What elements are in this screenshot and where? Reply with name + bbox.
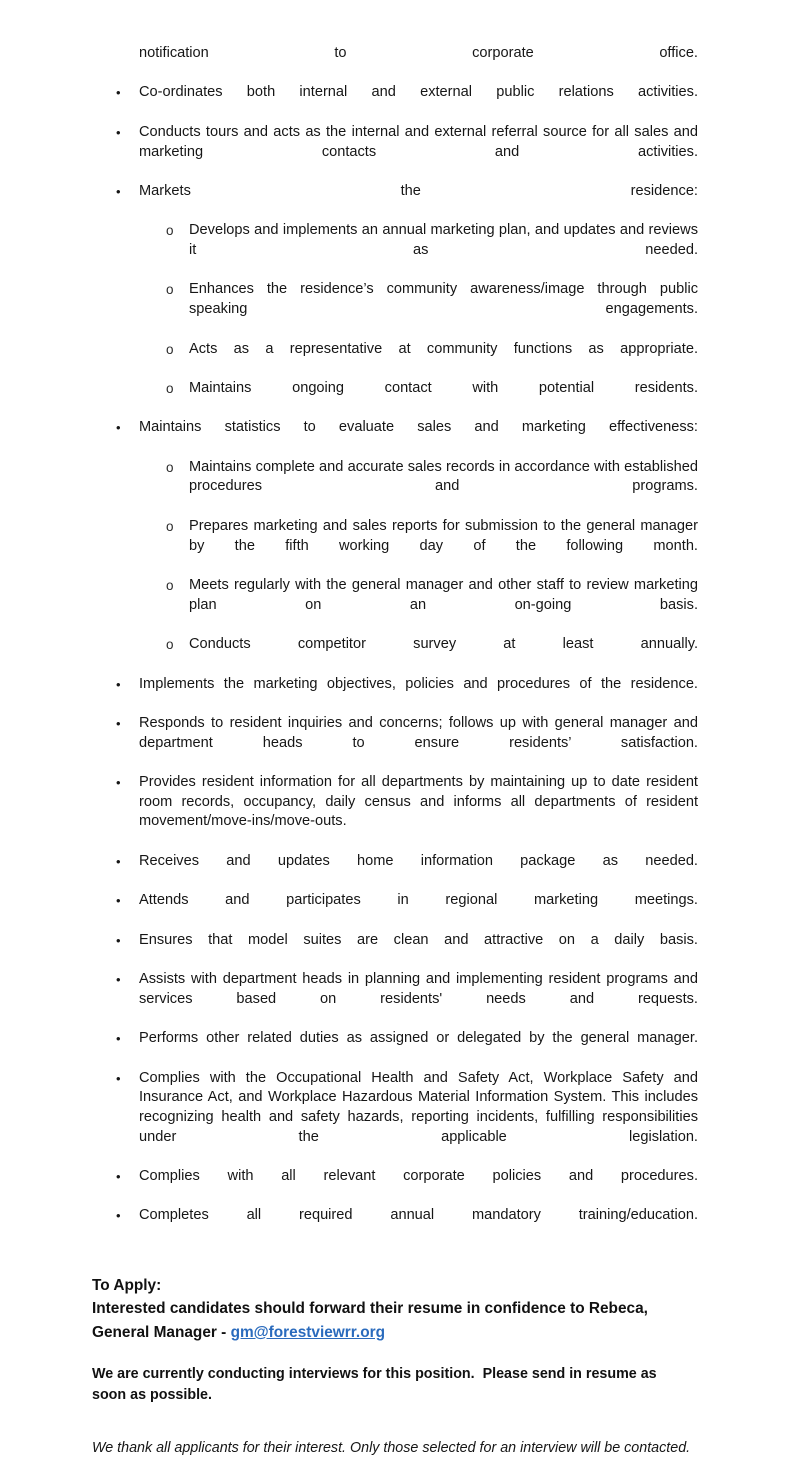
list-item-text: Completes all required annual mandatory training/education. xyxy=(139,1207,698,1224)
bullet-circle-icon: o xyxy=(166,282,174,298)
bullet-disc-icon: • xyxy=(116,932,121,948)
list-item xyxy=(92,123,698,182)
list-item xyxy=(92,635,698,674)
list-item-text: Implements the marketing objectives, policies and procedures of the residence. xyxy=(139,675,698,692)
list-item xyxy=(92,1167,698,1206)
list-item-continuation xyxy=(92,44,698,83)
list-item-text: Conducts competitor survey at least annually. xyxy=(189,636,698,653)
responsibilities-list xyxy=(92,44,698,1246)
bullet-circle-icon: o xyxy=(166,223,174,239)
bullet-disc-icon: • xyxy=(116,85,121,101)
bullet-disc-icon: • xyxy=(116,715,121,731)
list-item xyxy=(92,970,698,1029)
list-item-text: Maintains ongoing contact with potential residents. xyxy=(189,379,698,396)
bullet-disc-icon: • xyxy=(116,893,121,909)
bullet-circle-icon: o xyxy=(166,380,174,396)
bullet-disc-icon: • xyxy=(116,124,121,140)
bullet-circle-icon: o xyxy=(166,459,174,475)
bullet-disc-icon: • xyxy=(116,676,121,692)
list-item-text: Co-ordinates both internal and external public relations activities. xyxy=(139,84,698,101)
list-item-text: Maintains statistics to evaluate sales and marketing effectiveness: xyxy=(139,419,698,436)
bullet-disc-icon: • xyxy=(116,853,121,869)
list-item xyxy=(92,340,698,379)
list-item-text: Conducts tours and acts as the internal and external referral source for all sales and marketing contacts and activities. xyxy=(139,123,698,160)
bullet-disc-icon: • xyxy=(116,1031,121,1047)
list-item-text: Enhances the residence’s community awareness/image through public speaking engagements. xyxy=(189,281,698,318)
list-item-text: Attends and participates in regional marketing meetings. xyxy=(139,892,698,909)
list-item xyxy=(92,458,698,517)
bullet-circle-icon: o xyxy=(166,341,174,357)
to-apply-contact xyxy=(92,1321,698,1345)
list-item xyxy=(92,576,698,635)
list-item xyxy=(92,182,698,221)
bullet-disc-icon: • xyxy=(116,972,121,988)
bullet-circle-icon: o xyxy=(166,577,174,593)
to-apply-section xyxy=(92,1274,698,1345)
list-item-text: Meets regularly with the general manager and other staff to review marketing plan on an on-going basis. xyxy=(189,576,698,613)
list-item xyxy=(92,418,698,457)
bullet-disc-icon: • xyxy=(116,183,121,199)
list-item-text: Acts as a representative at community functions as appropriate. xyxy=(189,340,698,357)
bullet-disc-icon: • xyxy=(116,1169,121,1185)
document-body xyxy=(92,44,698,1458)
list-item-text: Performs other related duties as assigned or delegated by the general manager. xyxy=(139,1030,698,1047)
list-item-text: Maintains complete and accurate sales records in accordance with established procedures and programs. xyxy=(189,458,698,495)
list-item-text: Ensures that model suites are clean and attractive on a daily basis. xyxy=(139,931,698,948)
list-item xyxy=(92,852,698,891)
list-item xyxy=(92,1029,698,1068)
bullet-disc-icon: • xyxy=(116,775,121,791)
interview-notice: We are currently conducting interviews for this position. Please send in resume as soon as possible. xyxy=(92,1366,661,1403)
applicants-thanks-note: We thank all applicants for their interest. Only those selected for an interview will be contacted. xyxy=(92,1440,691,1457)
bullet-circle-icon: o xyxy=(166,637,174,653)
list-item-text: Markets the residence: xyxy=(139,182,698,199)
list-item xyxy=(92,891,698,930)
list-item xyxy=(92,675,698,714)
list-item-text: Receives and updates home information package as needed. xyxy=(139,852,698,869)
list-item xyxy=(92,931,698,970)
bullet-disc-icon: • xyxy=(116,420,121,436)
list-item xyxy=(92,1069,698,1168)
contact-email-link[interactable]: gm@forestviewrr.org xyxy=(230,1323,385,1341)
list-item-text: Assists with department heads in planning and implementing resident programs and services based on residents' needs and requests. xyxy=(139,971,698,1007)
bullet-circle-icon: o xyxy=(166,518,174,534)
list-item xyxy=(92,517,698,576)
list-item xyxy=(92,714,698,773)
list-item xyxy=(92,773,698,852)
list-item-text: Complies with the Occupational Health and Safety Act, Workplace Safety and Insurance Act, and Workplace Hazardous Material Information System. This includes recognizing health and safety hazards, reporting incidents, fulfilling responsibilities under the applicable legislation. xyxy=(139,1069,698,1145)
list-item-text: Provides resident information for all departments by maintaining up to date resident room records, occupancy, daily census and informs all departments of resident movement/move-ins/move-outs. xyxy=(139,774,698,830)
list-item-text: Responds to resident inquiries and concerns; follows up with general manager and department heads to ensure residents’ satisfaction. xyxy=(139,714,698,751)
to-apply-heading: To Apply: xyxy=(92,1276,162,1294)
list-item xyxy=(92,83,698,122)
list-item-text: notification to corporate office. xyxy=(139,45,698,61)
list-item-text: Complies with all relevant corporate policies and procedures. xyxy=(139,1168,698,1185)
list-item xyxy=(92,221,698,280)
list-item xyxy=(92,379,698,418)
to-apply-instruction: Interested candidates should forward their resume in confidence to Rebeca, xyxy=(92,1300,648,1318)
list-item xyxy=(92,1206,698,1245)
bullet-disc-icon: • xyxy=(116,1070,121,1086)
bullet-disc-icon: • xyxy=(116,1208,121,1224)
list-item xyxy=(92,280,698,339)
contact-prefix-label: General Manager - xyxy=(92,1323,231,1341)
list-item-text: Develops and implements an annual marketing plan, and updates and reviews it as needed. xyxy=(189,222,698,259)
list-item-text: Prepares marketing and sales reports for submission to the general manager by the fifth working day of the following month. xyxy=(189,517,698,554)
